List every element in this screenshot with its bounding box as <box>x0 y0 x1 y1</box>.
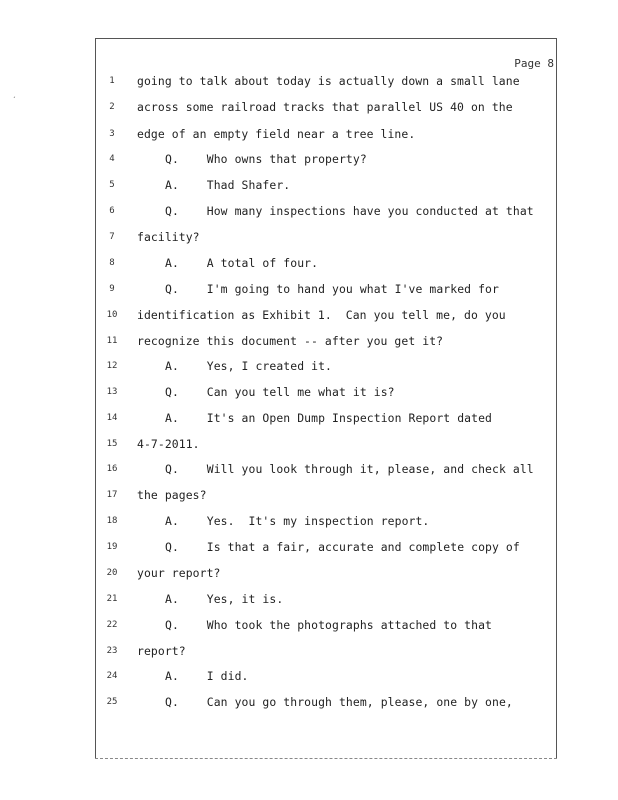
line-number: 24 <box>106 671 118 681</box>
line-text: the pages? <box>137 488 207 502</box>
line-text: your report? <box>137 566 221 580</box>
transcript-line <box>0 644 618 664</box>
line-number: 17 <box>106 490 118 500</box>
line-number: 18 <box>106 516 118 526</box>
line-number: 13 <box>106 387 118 397</box>
line-text: A. It's an Open Dump Inspection Report dated <box>165 411 493 425</box>
line-text: A. I did. <box>165 669 249 683</box>
line-text: Q. Can you tell me what it is? <box>165 385 395 399</box>
transcript-line <box>0 540 618 560</box>
transcript-line <box>0 695 618 715</box>
line-text: across some railroad tracks that parallel US 40 on the <box>137 100 513 114</box>
line-text: going to talk about today is actually down a small lane <box>137 74 520 88</box>
line-number: 21 <box>106 594 118 604</box>
transcript-line <box>0 488 618 508</box>
transcript-line <box>0 669 618 689</box>
transcript-line <box>0 256 618 276</box>
line-text: Q. Is that a fair, accurate and complete copy of <box>165 540 520 554</box>
transcript-line <box>0 230 618 250</box>
line-text: recognize this document -- after you get it? <box>137 334 444 348</box>
transcript-line <box>0 334 618 354</box>
line-number: 1 <box>109 76 115 86</box>
transcript-line <box>0 127 618 147</box>
line-number: 2 <box>109 102 115 112</box>
transcript-line <box>0 385 618 405</box>
line-number: 15 <box>106 439 118 449</box>
transcript-line <box>0 437 618 457</box>
transcript-line <box>0 152 618 172</box>
line-text: Q. Will you look through it, please, and check all <box>165 462 534 476</box>
line-number: 14 <box>106 413 118 423</box>
transcript-line <box>0 204 618 224</box>
line-text: Q. Can you go through them, please, one by one, <box>165 695 513 709</box>
line-number: 6 <box>109 206 115 216</box>
line-number: 4 <box>109 154 115 164</box>
line-number: 12 <box>106 361 118 371</box>
line-text: 4-7-2011. <box>137 437 200 451</box>
line-text: identification as Exhibit 1. Can you tell me, do you <box>137 308 506 322</box>
transcript-line <box>0 282 618 302</box>
transcript-line <box>0 618 618 638</box>
transcript-line <box>0 308 618 328</box>
line-text: Q. I'm going to hand you what I've marked for <box>165 282 499 296</box>
line-number: 10 <box>106 310 118 320</box>
line-number: 23 <box>106 646 118 656</box>
transcript-line <box>0 178 618 198</box>
line-number: 7 <box>109 232 115 242</box>
line-number: 3 <box>109 129 115 139</box>
line-number: 19 <box>106 542 118 552</box>
transcript-line <box>0 566 618 586</box>
line-text: Q. Who owns that property? <box>165 152 367 166</box>
line-text: A. A total of four. <box>165 256 319 270</box>
line-number: 11 <box>106 336 118 346</box>
margin-mark: ˊ <box>12 96 17 105</box>
page-number: Page 8 <box>514 57 554 70</box>
line-number: 20 <box>106 568 118 578</box>
line-text: Q. Who took the photographs attached to that <box>165 618 493 632</box>
transcript-line <box>0 514 618 534</box>
line-number: 16 <box>106 464 118 474</box>
line-text: report? <box>137 644 186 658</box>
line-text: edge of an empty field near a tree line. <box>137 127 416 141</box>
line-text: Q. How many inspections have you conducted at that <box>165 204 534 218</box>
transcript-line <box>0 592 618 612</box>
line-number: 22 <box>106 620 118 630</box>
transcript-line <box>0 462 618 482</box>
line-text: A. Yes, it is. <box>165 592 284 606</box>
line-number: 9 <box>109 284 115 294</box>
line-text: A. Thad Shafer. <box>165 178 291 192</box>
line-text: A. Yes. It's my inspection report. <box>165 514 430 528</box>
line-text: facility? <box>137 230 200 244</box>
line-number: 5 <box>109 180 115 190</box>
line-number: 8 <box>109 258 115 268</box>
transcript-line <box>0 100 618 120</box>
transcript-line <box>0 411 618 431</box>
transcript-line <box>0 359 618 379</box>
transcript-line <box>0 74 618 94</box>
line-number: 25 <box>106 697 118 707</box>
line-text: A. Yes, I created it. <box>165 359 332 373</box>
